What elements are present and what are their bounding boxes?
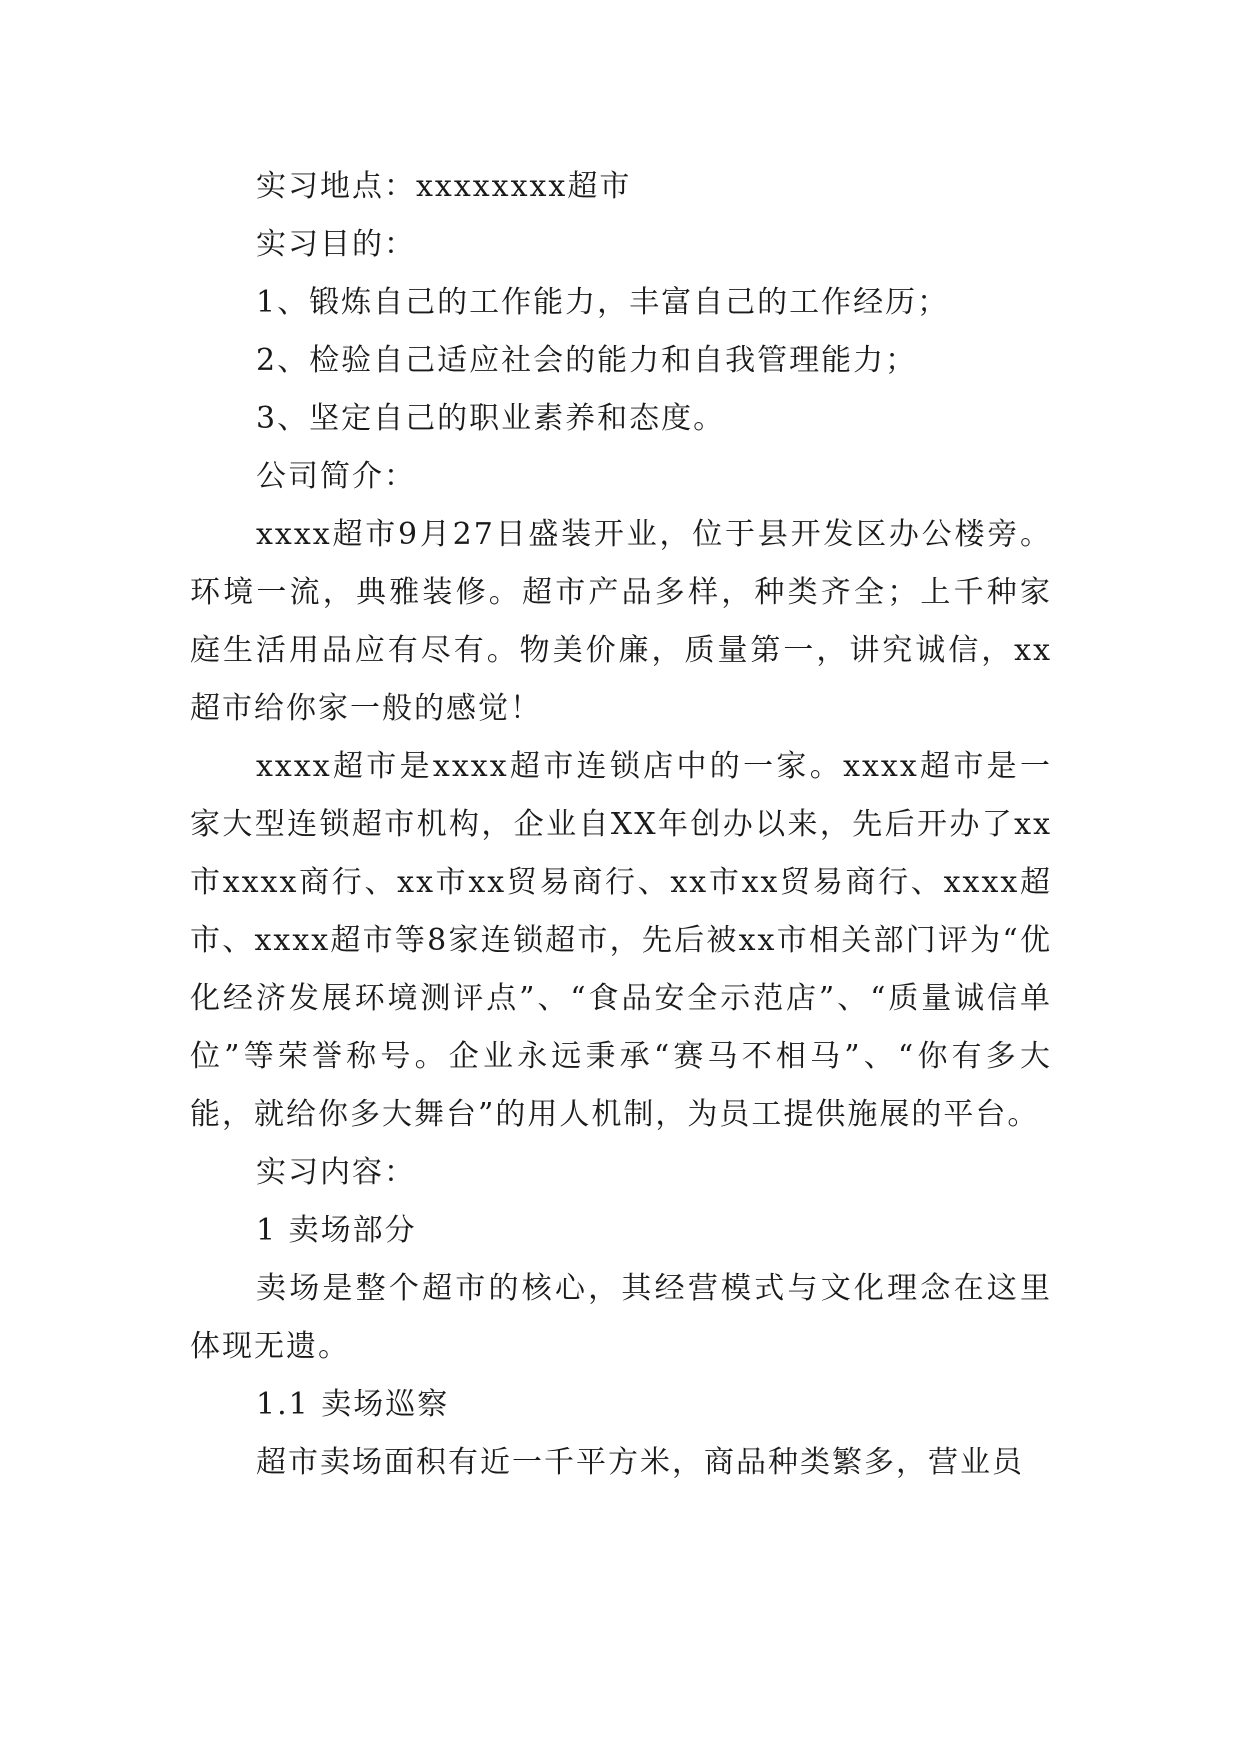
section-1-heading: 1 卖场部分: [256, 1213, 417, 1248]
company-intro-paragraph-1: xxxx超市9月27日盛装开业，位于县开发区办公楼旁。环境一流，典雅装修。超市产品多样，种类齐全；上千种家庭生活用品应有尽有。物美价廉，质量第一，讲究诚信，xx超市给你家一般的感觉！: [190, 517, 1052, 726]
internship-purpose-heading: 实习目的：: [256, 227, 416, 262]
section-1-1-paragraph: 超市卖场面积有近一千平方米，商品种类繁多，营业员: [256, 1445, 1024, 1480]
purpose-item-2: 2、检验自己适应社会的能力和自我管理能力；: [256, 343, 918, 378]
document-body: [190, 158, 1052, 1492]
section-1-1-heading: 1.1 卖场巡察: [256, 1387, 450, 1422]
purpose-item-1: 1、锻炼自己的工作能力，丰富自己的工作经历；: [256, 285, 950, 320]
internship-location: 实习地点：xxxxxxxx超市: [256, 169, 632, 204]
company-intro-heading: 公司简介：: [256, 459, 416, 494]
section-1-paragraph: 卖场是整个超市的核心，其经营模式与文化理念在这里体现无遗。: [190, 1271, 1052, 1364]
purpose-item-3: 3、坚定自己的职业素养和态度。: [256, 401, 726, 436]
internship-content-heading: 实习内容：: [256, 1155, 416, 1190]
company-intro-paragraph-2: xxxx超市是xxxx超市连锁店中的一家。xxxx超市是一家大型连锁超市机构，企业自XX年创办以来，先后开办了xx市xxxx商行、xx市xx贸易商行、xx市xx贸易商行、xxxx超市、xxxx超市等8家连锁超市，先后被xx市相关部门评为“优化经济发展环境测评点”、“食品安全示范店”、“质量诚信单位”等荣誉称号。企业永远秉承“赛马不相马”、“你有多大能，就给你多大舞台”的用人机制，为员工提供施展的平台。: [190, 749, 1052, 1132]
